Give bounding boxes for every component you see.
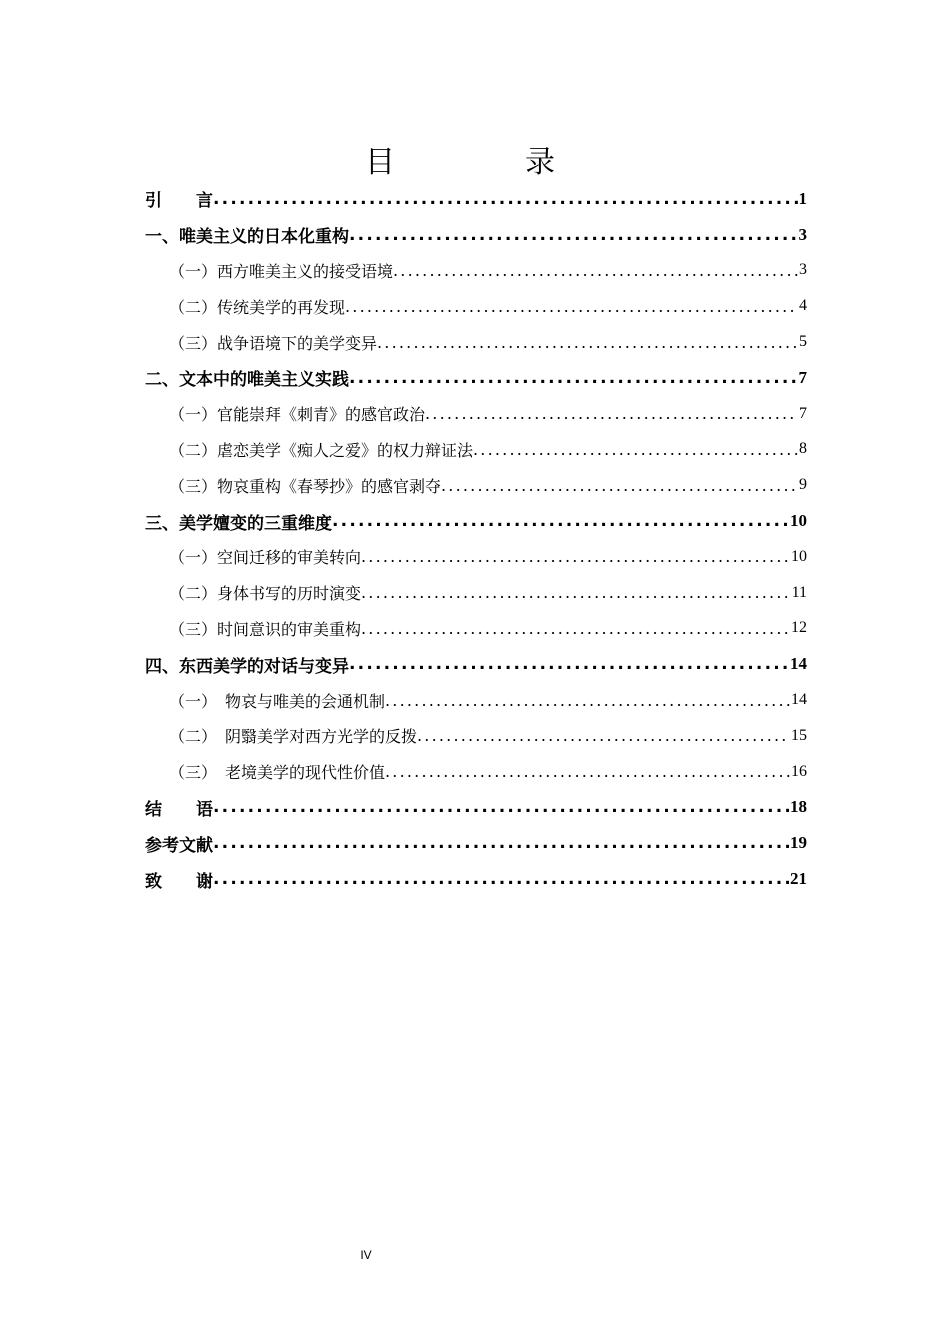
toc-entry-page-number: 11 — [791, 583, 807, 601]
toc-dot-leader — [332, 511, 789, 531]
toc-dot-leader — [377, 333, 798, 352]
toc-chapter-entry[interactable] — [145, 646, 807, 682]
toc-entry-label: 致 谢 — [145, 871, 213, 892]
toc-dot-leader — [393, 261, 798, 280]
toc-entry-page-number: 1 — [798, 188, 807, 208]
toc-entry-page-number: 14 — [790, 654, 807, 674]
footer-page-number: IV — [360, 1248, 372, 1262]
toc-dot-leader — [213, 869, 789, 889]
table-of-contents — [145, 181, 807, 897]
toc-entry-page-number: 3 — [799, 261, 807, 279]
toc-section-entry[interactable] — [145, 396, 807, 432]
toc-entry-page-number: 3 — [798, 224, 807, 244]
toc-dot-leader — [213, 833, 789, 853]
toc-dot-leader — [385, 762, 790, 781]
toc-section-entry[interactable] — [145, 575, 807, 611]
toc-entry-label: （一）空间迁移的审美转向 — [169, 548, 362, 568]
toc-entry-label: （一）官能崇拜《刺青》的感官政治 — [169, 405, 426, 425]
toc-entry-page-number: 9 — [799, 476, 807, 494]
toc-entry-page-number: 4 — [799, 297, 807, 315]
toc-entry-page-number: 5 — [799, 333, 807, 351]
toc-chapter-entry[interactable] — [145, 790, 807, 826]
toc-entry-label: （二） 阴翳美学对西方光学的反拨 — [169, 727, 418, 747]
toc-entry-label: 结 语 — [145, 799, 213, 820]
toc-dot-leader — [361, 547, 790, 566]
toc-dot-leader — [345, 297, 798, 316]
toc-dot-leader — [441, 476, 798, 495]
toc-chapter-entry[interactable] — [145, 360, 807, 396]
toc-entry-label: （三）时间意识的审美重构 — [169, 619, 362, 639]
toc-section-entry[interactable] — [145, 324, 807, 360]
toc-dot-leader — [385, 691, 790, 710]
toc-dot-leader — [473, 440, 798, 459]
toc-entry-page-number: 21 — [790, 869, 807, 889]
toc-entry-page-number: 7 — [798, 367, 807, 387]
toc-section-entry[interactable] — [145, 432, 807, 468]
toc-dot-leader — [417, 726, 790, 745]
toc-section-entry[interactable] — [145, 682, 807, 718]
toc-entry-label: （三）物哀重构《春琴抄》的感官剥夺 — [169, 476, 442, 496]
toc-entry-page-number: 8 — [799, 440, 807, 458]
toc-section-entry[interactable] — [145, 754, 807, 790]
toc-section-entry[interactable] — [145, 539, 807, 575]
toc-chapter-entry[interactable] — [145, 861, 807, 897]
toc-dot-leader — [361, 583, 791, 602]
toc-dot-leader — [349, 654, 789, 674]
toc-chapter-entry[interactable] — [145, 181, 807, 217]
toc-entry-label: （二）虐恋美学《痴人之爱》的权力辩证法 — [169, 440, 474, 460]
toc-entry-page-number: 14 — [791, 691, 807, 709]
toc-entry-page-number: 19 — [790, 833, 807, 853]
toc-dot-leader — [213, 797, 789, 817]
toc-chapter-entry[interactable] — [145, 825, 807, 861]
toc-entry-page-number: 10 — [791, 547, 807, 565]
toc-entry-page-number: 7 — [799, 404, 807, 422]
toc-entry-page-number: 10 — [790, 511, 807, 531]
toc-dot-leader — [213, 189, 798, 209]
toc-section-entry[interactable] — [145, 253, 807, 289]
toc-entry-label: （二）传统美学的再发现 — [169, 297, 346, 317]
toc-section-entry[interactable] — [145, 718, 807, 754]
toc-entry-label: （三） 老境美学的现代性价值 — [169, 763, 386, 783]
toc-entry-label: （二）身体书写的历时演变 — [169, 584, 362, 604]
toc-entry-label: 三、美学嬗变的三重维度 — [145, 513, 332, 534]
toc-section-entry[interactable] — [145, 288, 807, 324]
toc-dot-leader — [349, 225, 798, 245]
toc-entry-label: （三）战争语境下的美学变异 — [169, 333, 378, 353]
toc-entry-page-number: 18 — [790, 797, 807, 817]
toc-chapter-entry[interactable] — [145, 217, 807, 253]
toc-entry-label: 一、唯美主义的日本化重构 — [145, 227, 349, 248]
toc-dot-leader — [425, 404, 798, 423]
toc-section-entry[interactable] — [145, 467, 807, 503]
toc-dot-leader — [349, 368, 798, 388]
toc-entry-label: 四、东西美学的对话与变异 — [145, 656, 349, 677]
toc-section-entry[interactable] — [145, 611, 807, 647]
toc-entry-page-number: 15 — [791, 726, 807, 744]
toc-entry-label: 二、文本中的唯美主义实践 — [145, 370, 349, 391]
toc-chapter-entry[interactable] — [145, 503, 807, 539]
page-title: 目 录 — [365, 145, 605, 180]
toc-entry-page-number: 16 — [791, 762, 807, 780]
toc-entry-page-number: 12 — [791, 619, 807, 637]
toc-entry-label: （一）西方唯美主义的接受语境 — [169, 261, 394, 281]
toc-dot-leader — [361, 619, 790, 638]
toc-entry-label: 参考文献 — [145, 835, 213, 856]
toc-entry-label: （一） 物哀与唯美的会通机制 — [169, 691, 386, 711]
toc-entry-label: 引 言 — [145, 191, 213, 212]
